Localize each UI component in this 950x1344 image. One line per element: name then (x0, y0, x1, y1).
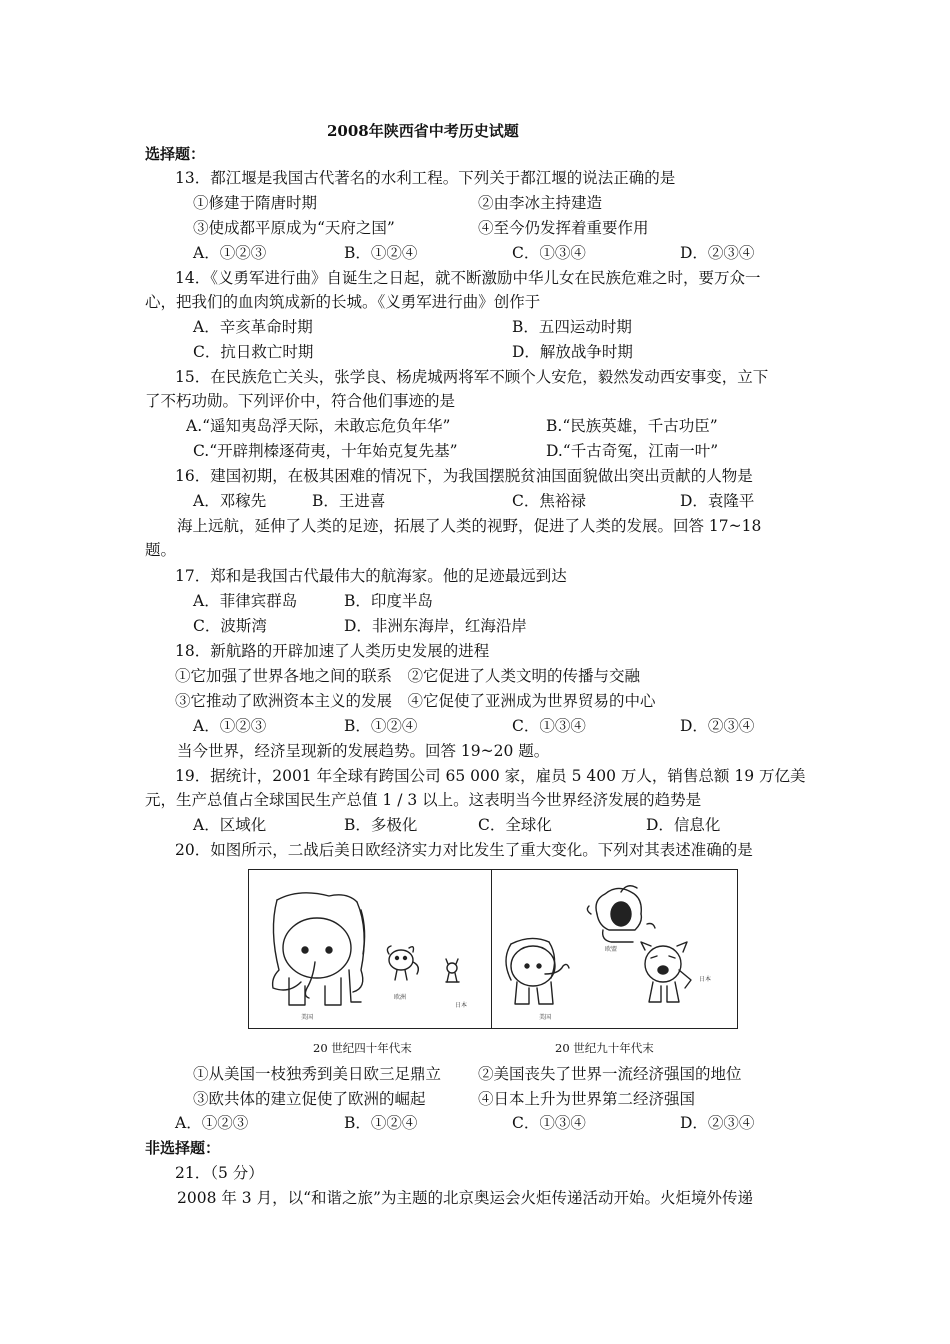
q13-option-b: B．①②④ (344, 244, 418, 262)
q17-option-d: D．非洲东海岸，红海沿岸 (344, 617, 527, 635)
q20-stem: 20．如图所示，二战后美日欧经济实力对比发生了重大变化。下列对其表述准确的是 (175, 841, 753, 859)
q13-stem: 13．都江堰是我国古代著名的水利工程。下列关于都江堰的说法正确的是 (175, 169, 676, 187)
small-cow-europe (387, 946, 418, 980)
q17-option-c: C．波斯湾 (193, 617, 267, 635)
tiger-japan-1990s (641, 942, 691, 1002)
section-nonchoice-heading: 非选择题： (145, 1139, 221, 1157)
q13-statement-3: ③使成都平原成为“天府之国” (193, 219, 395, 237)
q20-statement-3: ③欧共体的建立促使了欧洲的崛起 (193, 1090, 426, 1108)
page-title: 2008年陕西省中考历史试题 (327, 122, 519, 140)
q19-line-2: 元，生产总值占全球国民生产总值 1 / 3 以上。这表明当今世界经济发展的趋势是 (145, 791, 702, 809)
q19-option-c: C．全球化 (478, 816, 552, 834)
cartoon-drawing (249, 870, 737, 1028)
q16-stem: 16．建国初期，在极其困难的情况下，为我国摆脱贫油国面貌做出突出贡献的人物是 (175, 467, 753, 485)
q18-stem: 18．新航路的开辟加速了人类历史发展的进程 (175, 642, 490, 660)
q20-statement-2: ②美国丧失了世界一流经济强国的地位 (478, 1065, 742, 1083)
q14-option-c: C．抗日救亡时期 (193, 343, 314, 361)
intro-17-18-line-2: 题。 (145, 541, 177, 559)
section-choice-heading: 选择题： (145, 145, 206, 163)
label-usa-1940s: 美国 (301, 1014, 314, 1021)
q19-option-b: B．多极化 (344, 816, 418, 834)
q19-option-a: A．区域化 (193, 816, 267, 834)
q15-line-2: 了不朽功勋。下列评价中，符合他们事迹的是 (145, 392, 456, 410)
q18-option-a: A．①②③ (193, 717, 267, 735)
q20-option-a: A．①②③ (175, 1114, 249, 1132)
q18-option-d: D．②③④ (680, 717, 755, 735)
q17-stem: 17．郑和是我国古代最伟大的航海家。他的足迹最远到达 (175, 567, 567, 585)
q14-option-b: B．五四运动时期 (512, 318, 632, 336)
q13-option-a: A．①②③ (193, 244, 267, 262)
q15-line-1: 15．在民族危亡关头，张学良、杨虎城两将军不顾个人安危，毅然发动西安事变，立下 (175, 368, 769, 386)
intro-17-18-line-1: 海上远航，延伸了人类的足迹，拓展了人类的视野，促进了人类的发展。回答 17~18 (177, 517, 762, 535)
label-japan-1990s: 日本 (699, 976, 712, 983)
q17-option-b: B．印度半岛 (344, 592, 433, 610)
q16-option-c: C．焦裕禄 (512, 492, 586, 510)
q14-line-1: 14．《义勇军进行曲》自诞生之日起，就不断激励中华儿女在民族危难之时，要万众一 (175, 269, 761, 287)
q20-option-c: C．①③④ (512, 1114, 586, 1132)
label-japan-1940s: 日本 (455, 1002, 468, 1009)
large-elephant-usa (273, 893, 365, 1005)
cartoon-figure (248, 869, 738, 1029)
q14-option-d: D．解放战争时期 (512, 343, 633, 361)
q18-option-c: C．①③④ (512, 717, 586, 735)
elephant-usa-1990s (506, 938, 569, 1004)
q18-option-b: B．①②④ (344, 717, 418, 735)
q13-statement-1: ①修建于隋唐时期 (193, 194, 318, 212)
q16-option-b: B．王进喜 (312, 492, 386, 510)
q20-option-d: D．②③④ (680, 1114, 755, 1132)
label-eu-1990s: 欧盟 (605, 946, 618, 953)
tiny-figure-japan (446, 959, 459, 982)
q14-option-a: A．辛亥革命时期 (193, 318, 313, 336)
q18-statements-1-2: ①它加强了世界各地之间的联系 ②它促进了人类文明的传播与交融 (175, 667, 641, 685)
caption-1940s: 20 世纪四十年代末 (313, 1041, 412, 1055)
label-usa-1990s: 美国 (539, 1014, 552, 1021)
q13-statement-4: ④至今仍发挥着重要作用 (478, 219, 649, 237)
q17-option-a: A．菲律宾群岛 (193, 592, 298, 610)
q18-statements-3-4: ③它推动了欧洲资本主义的发展 ④它促使了亚洲成为世界贸易的中心 (175, 692, 656, 710)
q19-option-d: D．信息化 (646, 816, 721, 834)
q21-line-1: 2008 年 3 月，以“和谐之旅”为主题的北京奥运会火炬传递活动开始。火炬境外传递 (177, 1189, 753, 1207)
caption-1990s: 20 世纪九十年代末 (555, 1041, 654, 1055)
q14-line-2: 心，把我们的血肉筑成新的长城。《义勇军进行曲》创作于 (145, 293, 541, 311)
intro-19-20: 当今世界，经济呈现新的发展趋势。回答 19~20 题。 (177, 742, 550, 760)
q13-statement-2: ②由李冰主持建造 (478, 194, 603, 212)
q20-option-b: B．①②④ (344, 1114, 418, 1132)
q19-line-1: 19．据统计，2001 年全球有跨国公司 65 000 家，雇员 5 400 万人，销售总额 19 万亿美 (175, 767, 806, 785)
q16-option-a: A．邓稼先 (193, 492, 267, 510)
q20-statement-4: ④日本上升为世界第二经济强国 (478, 1090, 696, 1108)
q15-option-b: B.“民族英雄，千古功臣” (546, 417, 718, 435)
label-europe-1940s: 欧洲 (394, 994, 407, 1001)
q16-option-d: D．袁隆平 (680, 492, 755, 510)
q15-option-a: A.“遥知夷岛浮天际，未敢忘危负年华” (186, 417, 451, 435)
q21-heading: 21．（5 分） (175, 1164, 264, 1182)
q13-option-c: C．①③④ (512, 244, 586, 262)
q20-statement-1: ①从美国一枝独秀到美日欧三足鼎立 (193, 1065, 442, 1083)
q15-option-c: C.“开辟荆榛逐荷夷，十年始克复先基” (193, 442, 458, 460)
q15-option-d: D.“千古奇冤，江南一叶” (546, 442, 719, 460)
q13-option-d: D．②③④ (680, 244, 755, 262)
creature-eu-1990s (587, 886, 655, 942)
